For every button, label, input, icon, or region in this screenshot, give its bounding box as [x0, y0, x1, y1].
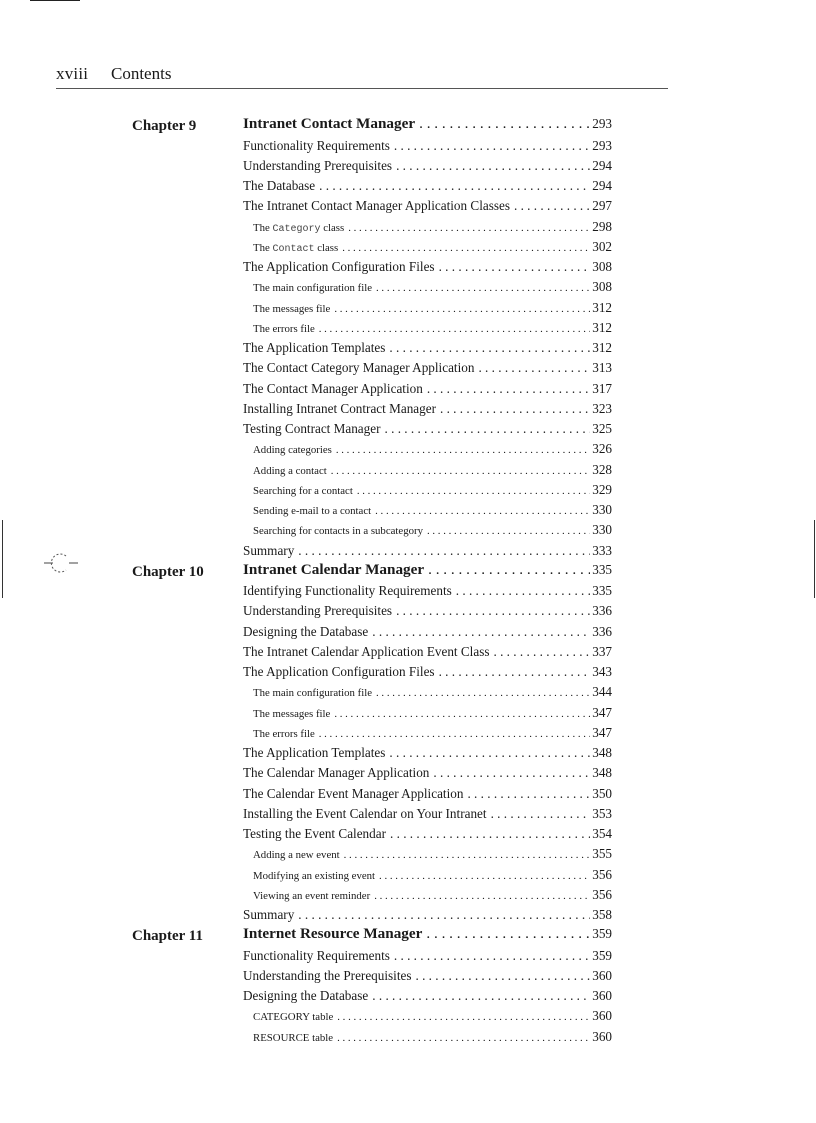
- toc-entry: [132, 440, 612, 460]
- entry-title: Modifying an existing event: [253, 869, 376, 882]
- dot-leader: [298, 543, 590, 559]
- entry-page-number: 293: [592, 137, 612, 153]
- entry-title-suffix: class: [320, 221, 345, 234]
- entry-page-number: 350: [592, 785, 612, 801]
- entry-title: Understanding Prerequisites: [243, 157, 393, 173]
- dot-leader: [491, 806, 591, 822]
- entry-page-number: 329: [592, 481, 612, 497]
- entry-title: The Calendar Manager Application: [243, 765, 430, 781]
- entry-page-number: 298: [592, 218, 612, 234]
- entry-page-number: 330: [592, 502, 612, 517]
- entry-title-prefix: The: [253, 241, 273, 254]
- running-header: [56, 64, 668, 89]
- crop-mark-right: [814, 520, 815, 598]
- dot-leader: [376, 687, 590, 699]
- dot-leader: [394, 948, 590, 964]
- entry-page-number: 353: [592, 805, 612, 821]
- entry-title: Adding a new event: [253, 849, 340, 862]
- entry-title: The Application Configuration Files: [243, 664, 435, 679]
- dot-leader: [385, 421, 591, 437]
- dot-leader: [514, 198, 590, 214]
- entry-page-number: 336: [592, 623, 612, 639]
- entry-title: The Intranet Contact Manager Application Classes: [243, 198, 510, 214]
- entry-page-number: 359: [592, 926, 612, 942]
- dot-leader: [427, 381, 590, 397]
- entry-page-number: 317: [592, 380, 612, 396]
- entry-title: The errors file: [253, 727, 315, 740]
- dot-leader: [396, 603, 590, 619]
- toc-entry: [132, 582, 612, 602]
- dot-leader: [357, 485, 590, 497]
- chapter-label: Chapter 10: [132, 563, 204, 580]
- entry-title: Designing the Database: [243, 623, 369, 639]
- entry-title: Understanding Prerequisites: [243, 603, 393, 619]
- entry-title: Understanding the Prerequisites: [243, 967, 412, 983]
- toc-entry: [132, 784, 612, 804]
- toc-entry: [132, 217, 612, 237]
- entry-page-number: 343: [592, 664, 612, 679]
- entry-page-number: 308: [592, 259, 612, 274]
- entry-title-prefix: The: [253, 221, 273, 234]
- entry-page-number: 360: [592, 1008, 612, 1024]
- entry-title: The Calendar Event Manager Application: [243, 785, 464, 801]
- toc-chapter-entry: [132, 116, 612, 136]
- dot-leader: [419, 115, 590, 133]
- dot-leader: [478, 360, 590, 376]
- toc-entry: [132, 481, 612, 501]
- entry-page-number: 358: [592, 907, 612, 922]
- entry-title: CATEGORY table: [253, 1011, 334, 1024]
- toc-entry: [132, 238, 612, 258]
- entry-title: The main configuration file: [253, 282, 373, 295]
- registration-mark-icon: [44, 552, 78, 574]
- crop-mark-left: [2, 520, 3, 598]
- toc-entry: [132, 703, 612, 723]
- entry-title: The Intranet Calendar Application Event Class: [243, 643, 490, 659]
- entry-title: Functionality Requirements: [243, 947, 390, 963]
- entry-page-number: 323: [592, 400, 612, 416]
- entry-title: Intranet Contact Manager: [243, 115, 416, 133]
- toc-entry: [132, 987, 612, 1007]
- entry-title: Testing the Event Calendar: [243, 826, 386, 841]
- entry-page-number: 355: [592, 846, 612, 862]
- toc-entry: [132, 298, 612, 318]
- toc-entry: [132, 845, 612, 865]
- entry-page-number: 312: [592, 340, 612, 355]
- entry-page-number: 347: [592, 724, 612, 740]
- entry-page-number: 333: [592, 542, 612, 558]
- entry-page-number: 312: [592, 319, 612, 335]
- dot-leader: [298, 907, 590, 923]
- entry-page-number: 360: [592, 1028, 612, 1044]
- entry-page-number: 336: [592, 603, 612, 619]
- toc-entry: [132, 967, 612, 987]
- toc-entry: [132, 1007, 612, 1027]
- entry-page-number: 330: [592, 522, 612, 538]
- dot-leader: [427, 525, 590, 537]
- entry-title-code: Contact: [272, 243, 315, 255]
- entry-title: Adding a contact: [253, 464, 327, 477]
- entry-title-code: Category: [272, 223, 321, 235]
- chapter-label: Chapter 11: [132, 928, 203, 944]
- toc-entry: [132, 602, 612, 622]
- dot-leader: [375, 505, 590, 517]
- toc-entry: [132, 420, 612, 440]
- dot-leader: [426, 925, 590, 943]
- entry-title: Designing the Database: [243, 988, 369, 1003]
- dot-leader: [439, 664, 591, 680]
- dot-leader: [348, 222, 590, 234]
- dot-leader: [379, 870, 590, 882]
- toc-entry: [132, 1027, 612, 1047]
- dot-leader: [415, 968, 590, 984]
- running-title: Contents: [111, 64, 172, 83]
- toc-chapter-entry: [132, 926, 612, 946]
- entry-title: Sending e-mail to a contact: [253, 505, 372, 517]
- entry-page-number: 337: [592, 643, 612, 659]
- toc-entry: [132, 946, 612, 966]
- toc-entry: [132, 825, 612, 845]
- entry-title: Installing the Event Calendar on Your Intranet: [243, 805, 487, 821]
- entry-page-number: 325: [592, 421, 612, 436]
- toc-entry: [132, 258, 612, 278]
- entry-page-number: 335: [592, 561, 612, 577]
- dot-leader: [319, 178, 590, 194]
- dot-leader: [336, 444, 590, 456]
- entry-page-number: 302: [592, 238, 612, 254]
- entry-title: Adding categories: [253, 444, 332, 457]
- toc-entry: [132, 319, 612, 339]
- dot-leader: [344, 849, 591, 861]
- dot-leader: [331, 465, 590, 477]
- toc-entry: [132, 339, 612, 359]
- entry-page-number: 356: [592, 866, 612, 882]
- toc-entry: [132, 379, 612, 399]
- toc-entry: [132, 177, 612, 197]
- dot-leader: [342, 242, 590, 254]
- entry-page-number: 294: [592, 178, 612, 193]
- toc-entry: [132, 359, 612, 379]
- dot-leader: [337, 1011, 590, 1023]
- dot-leader: [493, 644, 590, 660]
- entry-page-number: 335: [592, 583, 612, 598]
- dot-leader: [433, 765, 590, 781]
- toc-entry: [132, 906, 612, 926]
- toc-entry: [132, 501, 612, 521]
- toc-chapter-entry: [132, 562, 612, 582]
- entry-page-number: 312: [592, 299, 612, 315]
- table-of-contents: [132, 116, 612, 1048]
- chapter-label: Chapter 9: [132, 118, 197, 134]
- dot-leader: [374, 890, 590, 902]
- toc-entry: [132, 764, 612, 784]
- dot-leader: [372, 988, 590, 1004]
- crop-mark-top: [30, 0, 80, 1]
- toc-entry: [132, 663, 612, 683]
- entry-page-number: 313: [592, 360, 612, 376]
- entry-title: Internet Resource Manager: [243, 925, 423, 943]
- entry-page-number: 297: [592, 198, 612, 214]
- page-number: xviii: [56, 64, 89, 83]
- entry-title: Viewing an event reminder: [253, 889, 371, 902]
- dot-leader: [334, 708, 590, 720]
- entry-title: [253, 242, 338, 255]
- entry-title: Searching for contacts in a subcategory: [253, 525, 423, 538]
- toc-entry: [132, 724, 612, 744]
- dot-leader: [394, 138, 590, 154]
- toc-entry: [132, 744, 612, 764]
- entry-page-number: 348: [592, 745, 612, 760]
- toc-entry: [132, 622, 612, 642]
- entry-page-number: 308: [592, 279, 612, 295]
- dot-leader: [390, 826, 590, 842]
- dot-leader: [396, 158, 590, 174]
- toc-entry: [132, 157, 612, 177]
- entry-title: The main configuration file: [253, 687, 373, 700]
- dot-leader: [428, 561, 590, 579]
- dot-leader: [389, 745, 590, 761]
- dot-leader: [440, 401, 590, 417]
- dot-leader: [372, 624, 590, 640]
- toc-entry: [132, 865, 612, 885]
- entry-title: Functionality Requirements: [243, 137, 390, 153]
- entry-page-number: 348: [592, 765, 612, 781]
- dot-leader: [389, 340, 590, 356]
- entry-title: Summary: [243, 542, 295, 558]
- entry-title: The errors file: [253, 322, 315, 335]
- entry-title: Intranet Calendar Manager: [243, 560, 425, 578]
- toc-entry: [132, 683, 612, 703]
- entry-title-suffix: class: [314, 241, 339, 254]
- entry-title: Testing Contract Manager: [243, 421, 381, 436]
- entry-title: The Application Configuration Files: [243, 259, 435, 274]
- toc-entry: [132, 136, 612, 156]
- entry-page-number: 360: [592, 967, 612, 983]
- toc-entry: [132, 400, 612, 420]
- toc-entry: [132, 886, 612, 906]
- dot-leader: [467, 786, 590, 802]
- toc-entry: [132, 643, 612, 663]
- toc-entry: [132, 197, 612, 217]
- entry-title: The Application Templates: [243, 340, 386, 355]
- toc-entry: [132, 805, 612, 825]
- entry-page-number: 359: [592, 947, 612, 963]
- entry-title: Summary: [243, 907, 295, 922]
- toc-entry: [132, 541, 612, 561]
- entry-title: The Database: [243, 178, 316, 193]
- entry-page-number: 347: [592, 704, 612, 720]
- entry-title: The Contact Manager Application: [243, 380, 423, 396]
- entry-title: The messages file: [253, 302, 331, 315]
- entry-title: The messages file: [253, 707, 331, 720]
- entry-title: Searching for a contact: [253, 484, 353, 497]
- entry-page-number: 344: [592, 684, 612, 700]
- entry-title: RESOURCE table: [253, 1031, 334, 1044]
- dot-leader: [334, 303, 590, 315]
- toc-entry: [132, 460, 612, 480]
- entry-page-number: 328: [592, 461, 612, 477]
- entry-page-number: 354: [592, 826, 612, 841]
- entry-title: Installing Intranet Contract Manager: [243, 400, 436, 416]
- entry-page-number: 293: [592, 116, 612, 132]
- entry-page-number: 360: [592, 988, 612, 1003]
- entry-page-number: 356: [592, 886, 612, 902]
- entry-title: [253, 222, 344, 235]
- entry-title: The Contact Category Manager Application: [243, 360, 475, 376]
- entry-title: Identifying Functionality Requirements: [243, 583, 452, 598]
- dot-leader: [319, 728, 590, 740]
- entry-page-number: 294: [592, 157, 612, 173]
- toc-entry: [132, 521, 612, 541]
- entry-page-number: 326: [592, 441, 612, 457]
- dot-leader: [439, 259, 591, 275]
- toc-entry: [132, 278, 612, 298]
- dot-leader: [337, 1032, 590, 1044]
- dot-leader: [319, 323, 590, 335]
- dot-leader: [456, 583, 590, 599]
- dot-leader: [376, 282, 590, 294]
- entry-title: The Application Templates: [243, 745, 386, 760]
